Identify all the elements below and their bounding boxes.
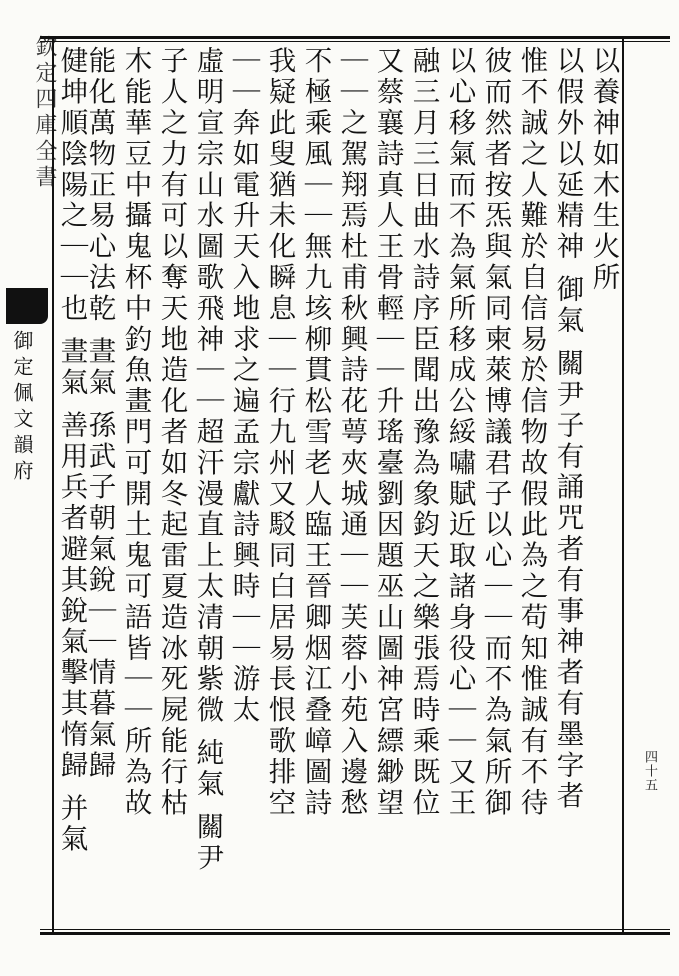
text-column: 不極乘風｜｜無九垓柳貫松雪老人臨王晉卿烟江叠嶂圖詩 [299, 46, 332, 819]
margin-book-title: 御定佩文韻府 [10, 330, 34, 486]
fishtail-block-mark [6, 288, 48, 324]
text-column: ｜｜之駕翔焉杜甫秋興詩花萼夾城通｜｜芙蓉小苑入邊愁 [335, 46, 368, 819]
margin-collection-title: 欽定四庫全書 [32, 35, 57, 191]
text-column: 彼而然者按炁與氣同柬萊博議君子以心｜｜而不為氣所御 [479, 46, 512, 819]
text-column: 融三月三日曲水詩序臣聞出豫為象鈞天之樂張焉時乘既位 [407, 46, 440, 819]
bottom-border-rule-inner [40, 929, 670, 930]
text-column: 我疑此叟猶未化瞬息｜｜行九州又駁同白居易長恨歌排空 [263, 46, 296, 819]
page-number: 四十五 [642, 750, 657, 792]
text-column: 能化萬物正易心法乾 晝氣 孫武子朝氣銳｜｜情暮氣歸 [83, 46, 116, 781]
text-column: 以養神如木生火所 [587, 46, 620, 294]
right-border-rule [622, 36, 624, 935]
text-column: 以心移氣而不為氣所移成公綏嘯賦近取諸身役心｜｜又王 [443, 46, 476, 819]
text-column: 子人之力有可以奪天地造化者如冬起雷夏造冰死屍能行枯 [155, 46, 188, 819]
text-column: ｜｜奔如電升天入地求之遍孟宗獻詩興時｜｜游太 [227, 46, 260, 726]
text-column: 木能華豆中攝鬼杯中釣魚畫門可開土鬼可語皆｜｜所為故 [119, 46, 152, 819]
text-column: 虛明宣宗山水圖歌飛神｜｜超汗漫直上太清朝紫微 純氣 關尹 [191, 46, 224, 874]
bottom-border-rule [40, 932, 670, 935]
text-column: 惟不誠之人難於自信易於信物故假此為之苟知惟誠有不待 [515, 46, 548, 819]
top-border-rule [40, 36, 670, 39]
text-column: 健坤順陰陽之｜｜也 晝氣 善用兵者避其銳氣擊其惰歸 并氣 [55, 46, 88, 855]
top-border-rule-inner [40, 41, 670, 42]
text-column: 又蔡襄詩真人王骨輕｜｜升瑤臺劉因題巫山圖神宮縹緲望 [371, 46, 404, 819]
text-column: 以假外以延精神 御氣 關尹子有誦咒者有事神者有墨字者 [551, 46, 584, 812]
